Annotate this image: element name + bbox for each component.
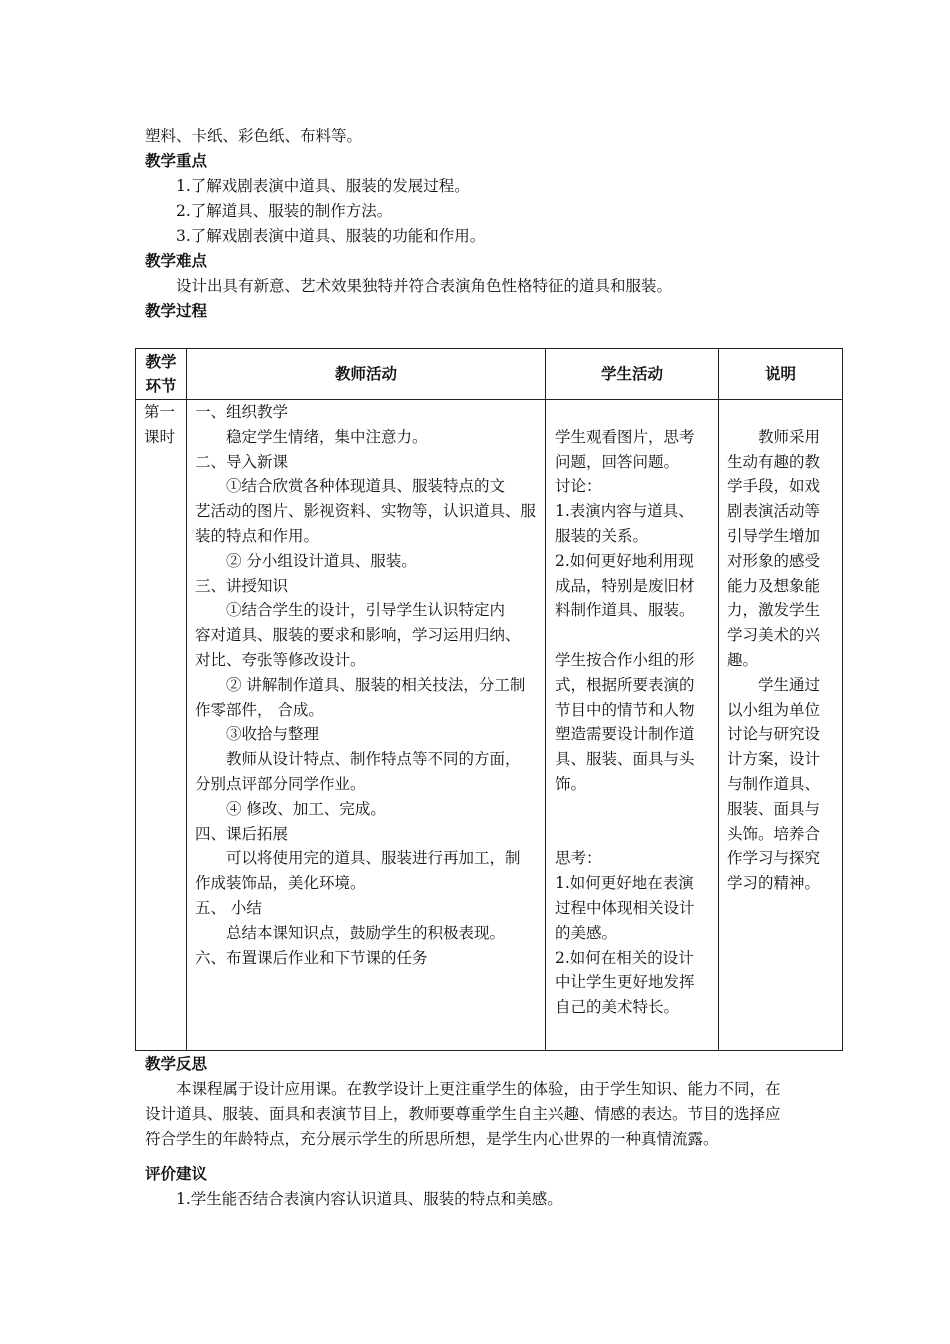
notes-line: 引导学生增加 [727, 526, 821, 545]
teacher-line: 容对道具、服装的要求和影响，学习运用归纳、 [195, 626, 521, 645]
reflection-line: 本课程属于设计应用课。在教学设计上更注重学生的体验，由于学生知识、能力不同，在 [176, 1080, 781, 1098]
teacher-line: ④ 修改、加工、完成。 [195, 799, 386, 818]
notes-line: 学手段，如戏 [727, 477, 821, 496]
notes-line: 学习美术的兴 [727, 626, 821, 645]
table-border-bottom [135, 1050, 843, 1051]
notes-line: 学习的精神。 [727, 874, 821, 893]
process-heading: 教学过程 [145, 302, 208, 320]
notes-line: 学生通过 [727, 675, 821, 694]
teacher-line: 五、 小结 [195, 898, 262, 917]
student-line: 饰。 [555, 774, 587, 793]
header-stage-line: 环节 [145, 377, 177, 395]
teacher-line: ①结合欣赏各种体现道具、服装特点的文 [195, 477, 506, 496]
teacher-line: 对比、夸张等修改设计。 [195, 650, 366, 669]
notes-line: 以小组为单位 [727, 700, 821, 719]
student-line: 成品，特别是废旧材 [555, 576, 695, 595]
evaluation-heading: 评价建议 [145, 1165, 208, 1183]
teacher-line: 作成装饰品，美化环境。 [195, 874, 366, 893]
notes-line: 对形象的感受 [727, 551, 821, 570]
teacher-line: ② 分小组设计道具、服装。 [195, 551, 417, 570]
student-line: 中让学生更好地发挥 [555, 973, 695, 992]
teacher-line: 可以将使用完的道具、服装进行再加工，制 [195, 849, 521, 868]
student-line: 思考： [555, 849, 602, 868]
student-line: 具、服装、面具与头 [555, 750, 695, 769]
table-border-left [135, 348, 136, 1051]
student-line [555, 400, 695, 425]
notes-line: 趣。 [727, 650, 759, 669]
notes-line [727, 400, 820, 425]
key-points-heading: 教学重点 [145, 152, 208, 170]
student-line: 式，根据所要表演的 [555, 675, 695, 694]
student-line: 1.如何更好地在表演 [555, 874, 694, 893]
student-line: 的美感。 [555, 923, 618, 942]
student-line [555, 797, 695, 822]
student-activity-cell [555, 400, 695, 1020]
table-col-divider [718, 348, 719, 1051]
difficulties-heading: 教学难点 [145, 252, 208, 270]
teacher-line: ①结合学生的设计，引导学生认识特定内 [195, 601, 506, 620]
reflection-line: 符合学生的年龄特点，充分展示学生的所思所想，是学生内心世界的一种真情流露。 [145, 1130, 719, 1148]
teacher-line: 三、讲授知识 [195, 576, 289, 595]
teacher-line: 分别点评部分同学作业。 [195, 774, 366, 793]
table-col-divider [186, 348, 187, 1051]
teacher-activity-cell [195, 400, 536, 970]
difficulties-text: 设计出具有新意、艺术效果独特并符合表演角色性格特征的道具和服装。 [176, 277, 673, 295]
notes-line: 讨论与研究设 [727, 725, 821, 744]
notes-cell [727, 400, 820, 896]
student-line: 料制作道具、服装。 [555, 601, 695, 620]
evaluation-item: 1.学生能否结合表演内容认识道具、服装的特点和美感。 [176, 1190, 563, 1208]
student-line: 2.如何更好地利用现 [555, 551, 694, 570]
header-notes: 说明 [764, 365, 796, 383]
reflection-line: 设计道具、服装、面具和表演节目上，教师要尊重学生自主兴趣、情感的表达。节目的选择应 [145, 1105, 781, 1123]
table-col-divider [545, 348, 546, 1051]
stage-text: 第一 [144, 403, 176, 421]
notes-line: 能力及想象能 [727, 576, 821, 595]
teacher-line: 艺活动的图片、影视资料、实物等，认识道具、服 [195, 502, 537, 521]
notes-line: 与制作道具、 [727, 774, 821, 793]
notes-line: 力，激发学生 [727, 601, 821, 620]
teacher-line: 总结本课知识点，鼓励学生的积极表现。 [195, 923, 506, 942]
student-line [555, 822, 695, 847]
student-line: 服装的关系。 [555, 526, 649, 545]
header-teacher: 教师活动 [334, 365, 397, 383]
notes-line: 生动有趣的教 [727, 452, 821, 471]
notes-line: 头饰。培养合 [727, 824, 821, 843]
teacher-line: 一、组织教学 [195, 403, 289, 421]
notes-line: 剧表演活动等 [727, 502, 821, 521]
notes-line: 计方案，设计 [727, 750, 821, 769]
key-point-item: 2.了解道具、服装的制作方法。 [176, 202, 393, 220]
student-line: 2.如何在相关的设计 [555, 948, 694, 967]
reflection-heading: 教学反思 [145, 1055, 208, 1073]
table-border-right [842, 348, 843, 1051]
student-line: 1.表演内容与道具、 [555, 502, 694, 521]
teacher-line: 教师从设计特点、制作特点等不同的方面， [195, 750, 521, 769]
teacher-line: 装的特点和作用。 [195, 526, 320, 545]
student-line [555, 623, 695, 648]
table-border-top [135, 348, 843, 349]
student-line: 讨论： [555, 477, 602, 496]
materials-text: 塑料、卡纸、彩色纸、布料等。 [145, 127, 363, 145]
lesson-process-table [135, 348, 843, 1051]
header-student: 学生活动 [600, 365, 663, 383]
header-stage [135, 350, 187, 398]
teacher-line: 作零部件， 合成。 [195, 700, 324, 719]
student-line: 学生观看图片，思考 [555, 427, 695, 446]
teacher-line: 六、布置课后作业和下节课的任务 [195, 948, 428, 967]
teacher-line: 四、课后拓展 [195, 824, 289, 843]
teacher-line: ③收拾与整理 [195, 725, 320, 744]
notes-line: 教师采用 [727, 427, 821, 446]
student-line: 学生按合作小组的形 [555, 650, 695, 669]
stage-cell [144, 400, 175, 450]
header-stage-line: 教学 [145, 353, 177, 371]
student-line: 塑造需要设计制作道 [555, 725, 695, 744]
teacher-line: ② 讲解制作道具、服装的相关技法，分工制 [195, 675, 526, 694]
stage-text: 课时 [144, 427, 176, 446]
student-line: 过程中体现相关设计 [555, 898, 695, 917]
student-line: 自己的美术特长。 [555, 998, 680, 1017]
notes-line: 作学习与探究 [727, 849, 821, 868]
student-line: 节目中的情节和人物 [555, 700, 695, 719]
student-line: 问题，回答问题。 [555, 452, 680, 471]
teacher-line: 二、导入新课 [195, 452, 289, 471]
key-point-item: 1.了解戏剧表演中道具、服装的发展过程。 [176, 177, 470, 195]
teacher-line: 稳定学生情绪，集中注意力。 [195, 427, 428, 446]
key-point-item: 3.了解戏剧表演中道具、服装的功能和作用。 [176, 227, 486, 245]
notes-line: 服装、面具与 [727, 799, 821, 818]
